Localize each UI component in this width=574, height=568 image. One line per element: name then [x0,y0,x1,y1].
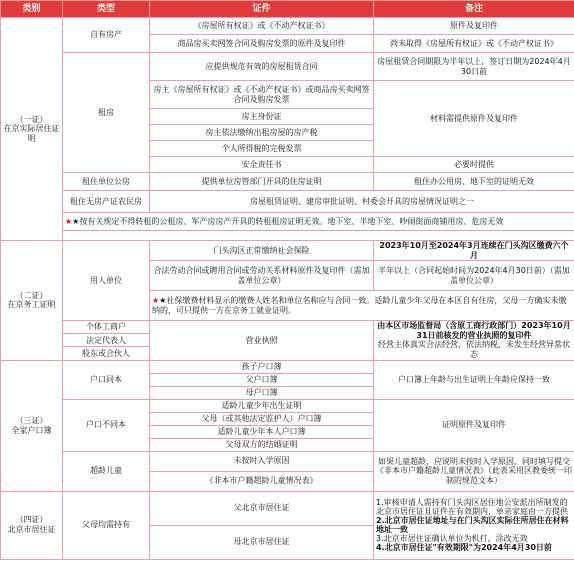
cell: 母北京市居住证 [150,525,374,559]
cell: 合法劳动合同或聘用合同或劳动关系材料原件及复印件（需加盖单位公章） [150,261,374,291]
cell: 房屋租赁合同期限为半年以上，签订日期为2024年4月30日前 [374,53,574,81]
note-text: ★按有关规定不得转租的公租房、军产房房产开具的转租租房证明无效。地下室、半地下室、吵闹街面商铺用房、危房无效 [72,216,504,226]
cell: 房主身份证 [150,109,374,125]
cell: 《非本市户籍超龄儿童情况表》 [150,471,374,491]
type-rent: 租房 [63,53,150,173]
cell: 原件及复印件 [374,18,574,35]
cell: 父母双方的结婚证明 [150,438,374,451]
permit-remarks [374,491,574,559]
cell: 尚未取得《房屋所有权证》或《不动产权证书》 [374,35,574,53]
biz-remark-1: 由本区市场监督局（含原工商行政部门）2023年10月31日前核发的营业执照的复印件 [377,321,571,340]
type-unit-housing: 租住单位公房 [63,173,150,191]
type-individual-business: 个体工商户 [63,321,150,334]
type-same-hukou: 户口同本 [63,360,150,399]
cell: 材料需提供原件及复印件 [374,81,574,157]
note-text: ★社保缴费材料显示的缴费人姓名和单位名称应与合同一致。适龄儿童少年父母在本区自有住房，父母一方确实未缴纳的，可只提供一方在京务工就业证明。 [152,296,567,315]
cell: 营业执照 [150,321,374,360]
cell: 租住办公用房、地下室的证明无效 [374,173,574,191]
note-row [63,213,574,231]
cell: 孩子户口簿 [150,360,374,373]
cell: 如果儿童超龄，应说明未按时入学原因，同时填写提交《非本市户籍超龄儿童情况表》（此表采用区教委统一印制的规范文本） [374,451,574,491]
category-residence-permit: （四证） 北京市居住证 [1,491,63,559]
star-icon: ★ [65,216,73,226]
header-type: 类型 [63,1,150,18]
cell: 父母（或其他法定监护人）户口簿 [150,412,374,425]
category-work: （二证） 在京务工证明 [1,241,63,361]
cell: 房主依法缴纳出租房屋的房产税 [150,125,374,141]
cell: 门头沟区正常缴纳社会保险 [150,241,374,261]
spacer-cell [63,231,574,241]
type-both-parents: 父母均需持有 [63,491,150,559]
cell: 个人所得税的完税发票 [150,141,374,157]
cell: 父户口簿 [150,373,374,386]
permit-remark-3: 3.北京市居住证确认单位为机打，涂改无效 [376,534,528,544]
header-category: 类别 [1,1,63,18]
employer-note [150,291,574,321]
cell: 适龄儿童少年本人户口簿 [150,425,374,438]
type-employer: 用人单位 [63,241,150,321]
cell: 房主《房屋所有权证》或《不动产权证书》或商品房买卖网签合同及购房发票 [150,81,374,109]
permit-remark-4: 4.北京市居住证"有效期限"为2024年4月30日前 [376,543,552,553]
cell: 未按时入学原因 [150,451,374,471]
header-documents: 证件 [150,1,374,18]
header-row [1,1,574,18]
cell: 户口簿上年龄与出生证明上年龄应保持一致 [374,360,574,399]
cell: 提供单位房管部门开具的住房证明 [150,173,374,191]
cell: 半年以上（合同起始时间为2024年4月30日前）（需加盖单位公章） [374,261,574,291]
cell: 母户口簿 [150,386,374,399]
type-shareholder: 股东或合伙人 [63,347,150,360]
cell: 必要时提供 [374,157,574,173]
type-own-property: 自有房产 [63,18,150,53]
header-remarks: 备注 [374,1,574,18]
cell [374,321,574,360]
type-diff-hukou: 户口不同本 [63,399,150,451]
cell: 父北京市居住证 [150,491,374,525]
cell: 《房屋所有权证》或《不动产权证书》 [150,18,374,35]
cell: 房屋租赁证明、建房审批证明、村委会开具的房屋情况证明之一 [150,191,574,213]
biz-remark-2: 经营主体真实合法经营，依法纳税，未发生经营异常状态 [378,340,570,359]
star-icon: ★ [152,296,160,306]
cell: 适龄儿童少年出生证明 [150,399,374,412]
type-overage-child: 超龄儿童 [63,451,150,491]
type-legal-rep: 法定代表人 [63,334,150,347]
cell: 商品房买卖网签合同及购房发票的原件及复印件 [150,35,374,53]
cell: 应提供规范有效的房屋租赁合同 [150,53,374,81]
permit-remark-2: 2.北京市居住证地址与在门头沟区实际住所居住在材料地址一致 [376,515,569,535]
permit-remark-1: 1.审核申请人需持有门头沟区居住地公安派出所制发的北京市居住证且证件在有效期内，单亲家庭由一方提供 [376,497,568,516]
category-hukou: （三证） 全家户口簿 [1,360,63,491]
type-village-house: 租住无房产证农民房 [63,191,150,213]
cell: 安全责任书 [150,157,374,173]
category-residence: （一证） 在京实际居住证明 [1,18,63,241]
cell: 2023年10月至2024年3月连续在门头沟区缴费六个月 [374,241,574,261]
cell: 证明原件及复印件 [374,399,574,451]
